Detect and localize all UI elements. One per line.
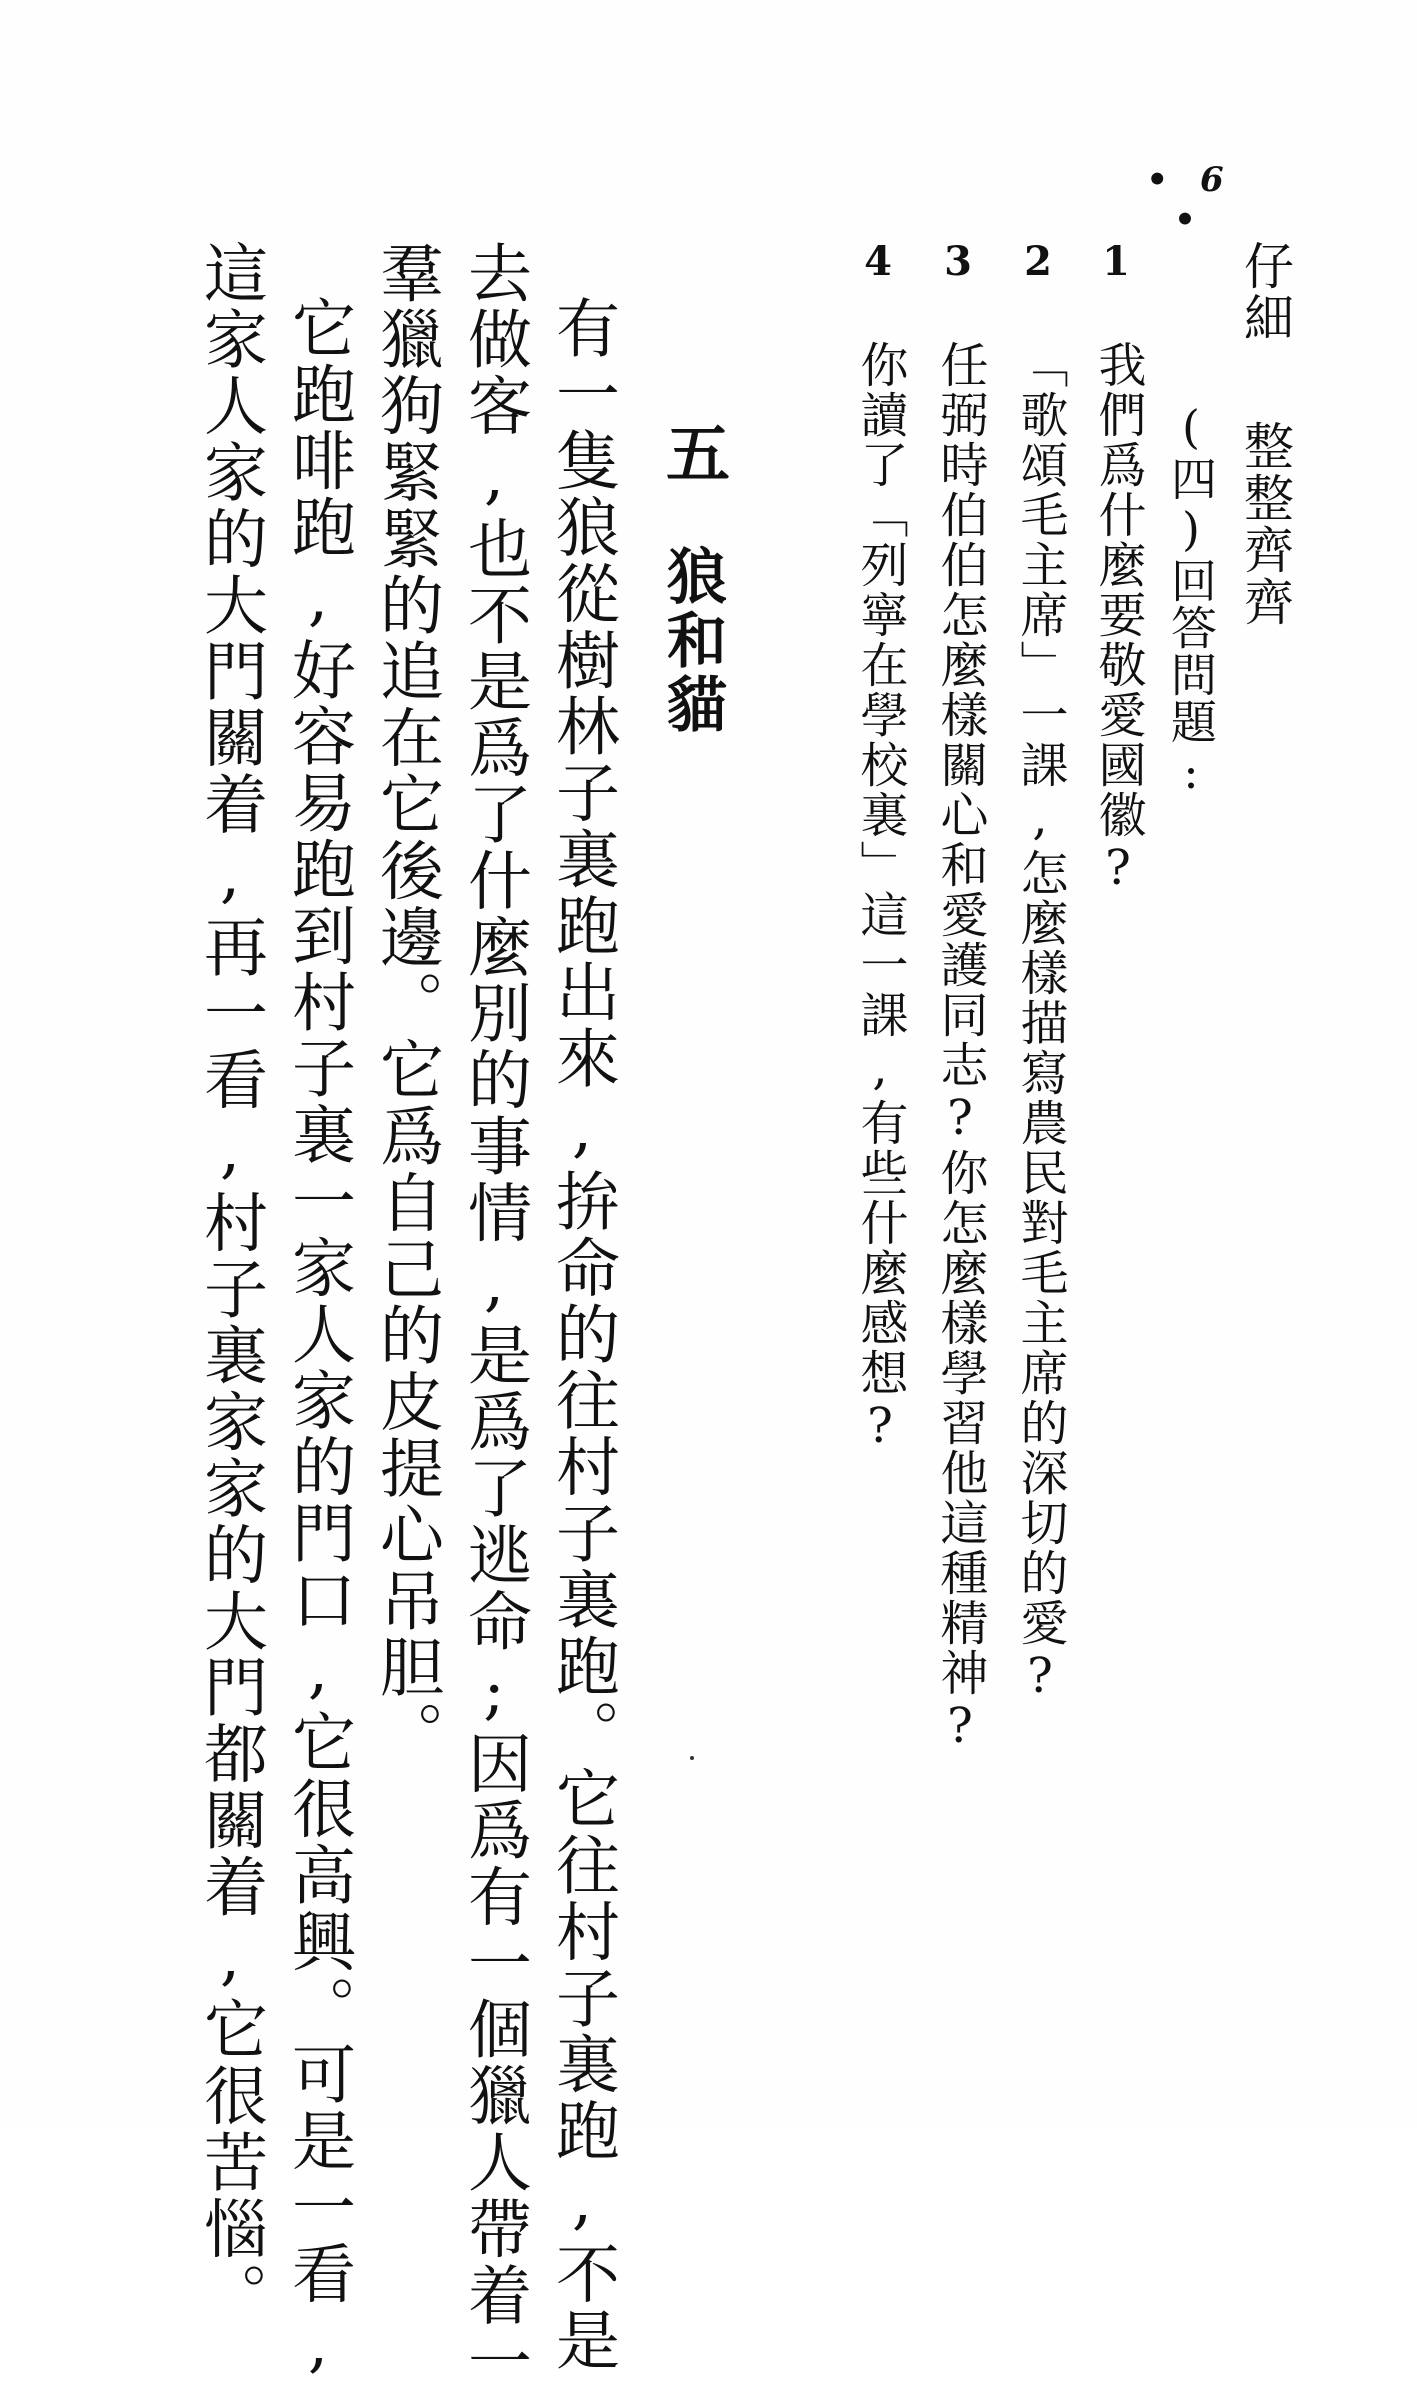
question-number: 4: [864, 238, 892, 285]
vocab-word-1: 仔細: [1236, 240, 1294, 344]
vocab-word-2: 整整齊齊: [1236, 420, 1294, 628]
question-number: 2: [1024, 238, 1052, 285]
body-text-column: 去做客,也不是爲了什麼別的事情,是爲了逃命;因爲有一個獵人帶着一: [457, 240, 531, 2395]
question-text: 你讀了「列寧在學校裏」這一課,有些什麼感想?: [852, 340, 908, 1456]
question-text: 任弼時伯伯怎麼樣關心和愛護同志?你怎麼樣學習他這種精神?: [932, 340, 988, 1756]
question-text: 「歌頌毛主席」一課,怎麼樣描寫農民對毛主席的深切的愛?: [1012, 340, 1068, 1706]
question-number: 1: [1102, 238, 1130, 285]
page-number: • 6 •: [1146, 160, 1234, 240]
body-text-column: 這家人家的大門關着,再一看,村子裏家家的大門都關着,它很苦惱。: [193, 240, 267, 2329]
question-text: 我們爲什麼要敬愛國徽?: [1090, 340, 1146, 898]
body-text-column: 羣獵狗緊緊的追在它後邊。它爲自己的皮提心吊胆。: [369, 240, 443, 1768]
body-text-column: 它跑啡跑,好容易跑到村子裏一家人家的門口,它很高興。可是一看,: [281, 295, 355, 2384]
body-text-column: 有一隻狼從樹林子裏跑出來,拚命的往村子裏跑。它往村子裏跑,不是: [545, 295, 619, 2374]
question-number: 3: [944, 238, 972, 285]
print-speck: [690, 1756, 694, 1760]
lesson-title: 狼和貓: [657, 545, 727, 737]
lesson-number: 五: [655, 420, 730, 484]
questions-heading: (四)回答問題:: [1164, 400, 1218, 800]
